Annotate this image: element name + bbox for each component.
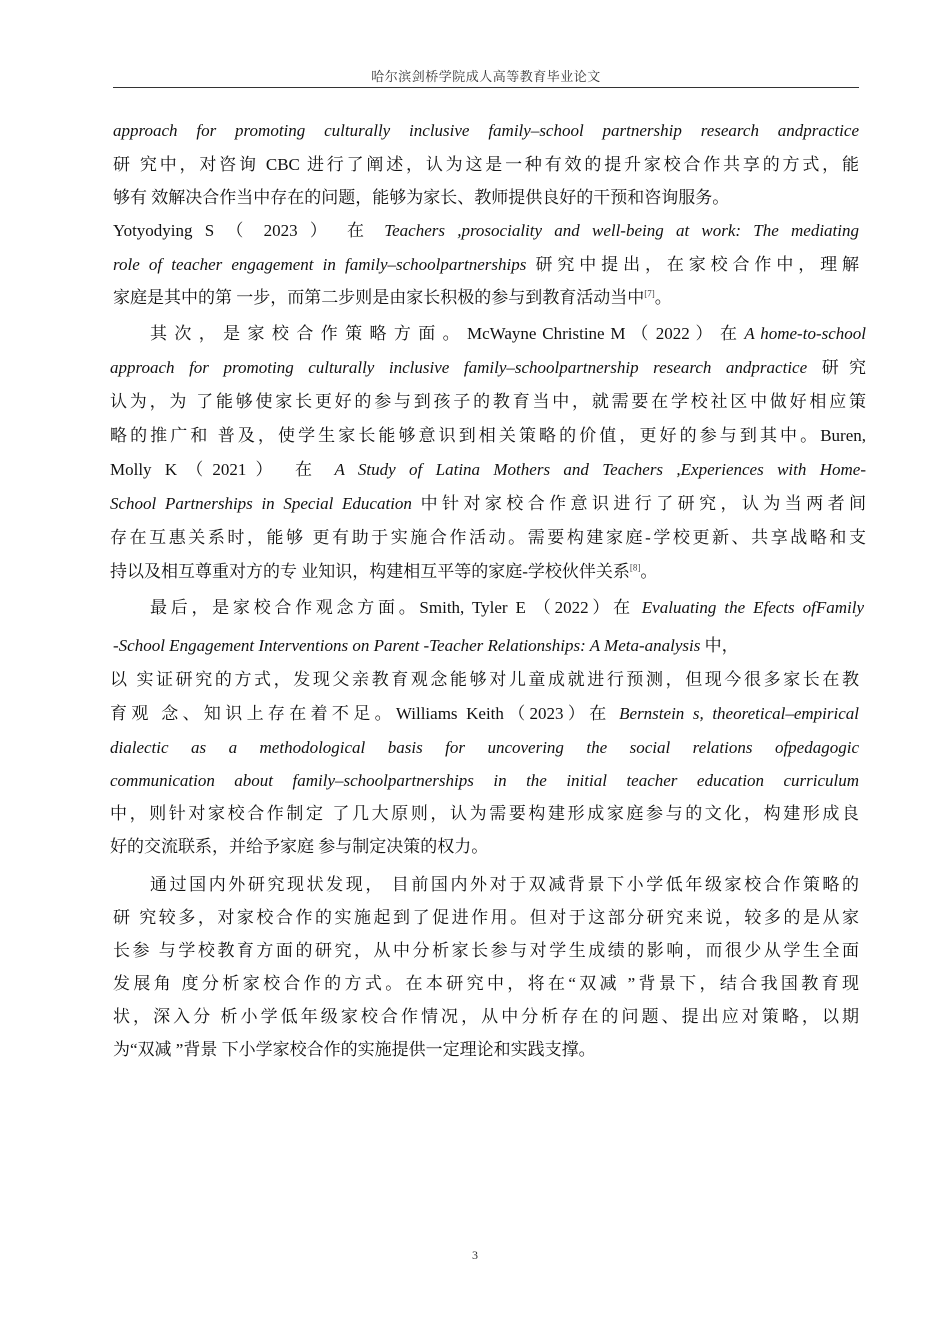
text-span: 认为，为 了能够使家长更好的参与到孩子的教育当中，就需要在学校社区中做好相应策 <box>110 392 866 411</box>
text-line <box>110 493 866 515</box>
reference-title: approach for promoting culturally inclusive family–school partnership research andpractice <box>113 121 859 140</box>
text-span: 好的交流联系，并给予家庭 参与制定决策的权力。 <box>110 837 489 856</box>
text-span: 研究 <box>807 358 867 377</box>
text-span: 研 究中，对咨询 CBC 进行了阐述，认为这是一种有效的提升家校合作共享的方式，能 <box>113 155 859 174</box>
header-divider <box>113 87 859 88</box>
text-line <box>110 737 859 759</box>
text-line <box>113 154 859 176</box>
text-span: 中，则针对家校合作制定 了几大原则，认为需要构建形成家庭参与的文化，构建形成良 <box>110 804 859 823</box>
text-span: 中针对家校合作意识进行了研究，认为当两者间 <box>411 494 867 513</box>
text-line <box>110 391 866 413</box>
text-line <box>110 459 866 481</box>
text-span: 。 <box>654 288 672 307</box>
text-line <box>113 254 859 276</box>
text-span: 长参 与学校教育方面的研究，从中分析家长参与对学生成绩的影响，而很少从学生全面 <box>113 941 859 960</box>
text-span: 家庭是其中的第 一步，而第二步则是由家长积极的参与到教育活动当中 <box>113 288 645 307</box>
text-line <box>113 1039 859 1061</box>
text-line <box>110 770 859 792</box>
text-line <box>110 836 859 858</box>
text-span: 育观 念、知识上存在着不足。Williams Keith（2023）在 <box>110 704 620 723</box>
text-line <box>110 357 866 379</box>
page-number: 3 <box>472 1248 478 1262</box>
reference-title: A home-to-school <box>744 324 866 343</box>
text-span: 持以及相互尊重对方的专 业知识，构建相互平等的家庭-学校伙伴关系 <box>110 562 630 581</box>
citation-ref: [7] <box>644 288 655 299</box>
reference-title: Bernstein s, theoretical–empirical <box>619 704 859 723</box>
text-line <box>113 973 859 995</box>
text-span: 略的推广和 普及，使学生家长能够意识到相关策略的价值，更好的参与到其中。Buren, <box>110 426 866 445</box>
reference-title: Evaluating the Efects ofFamily <box>641 598 865 617</box>
text-line <box>113 907 859 929</box>
reference-title: School Partnerships in Special Education <box>110 494 412 513</box>
text-line <box>110 803 859 825</box>
text-span: 通过国内外研究现状发现， 目前国内外对于双减背景下小学低年级家校合作策略的 <box>150 875 859 894</box>
reference-title: -School Engagement Interventions on Parent -Teacher Relationships: A Meta-analysis <box>113 636 701 655</box>
text-line <box>113 120 859 142</box>
text-span: 研究中提出，在家校合作中，理解 <box>526 255 859 274</box>
text-span: 其 次 ， 是 家 校 合 作 策 略 方 面 。 McWayne Christine M （ 2022 ） 在 <box>150 324 745 343</box>
text-span: 以 实证研究的方式，发现父亲教育观念能够对儿童成就进行预测，但现今很多家长在教 <box>110 670 859 689</box>
text-span: 为“双减 ”背景 下小学家校合作的实施提供一定理论和实践支撑。 <box>113 1040 596 1059</box>
text-span: 状，深入分 析小学低年级家校合作情况，从中分析存在的问题、提出应对策略，以期 <box>113 1007 859 1026</box>
text-line <box>110 527 866 549</box>
text-span: 中， <box>700 636 739 655</box>
text-line <box>113 220 859 242</box>
text-line <box>150 597 864 619</box>
reference-title: communication about family–schoolpartnerships in the initial teacher education curriculum <box>110 771 859 790</box>
text-span: 存在互惠关系时，能够 更有助于实施合作活动。需要构建家庭-学校更新、共享战略和支 <box>110 528 866 547</box>
text-span: 研 究较多，对家校合作的实施起到了促进作用。但对于这部分研究来说，较多的是从家 <box>113 908 859 927</box>
text-line <box>113 940 859 962</box>
reference-title: Teachers ,prosociality and well-being at work: The mediating <box>384 221 859 240</box>
header-title: 哈尔滨剑桥学院成人高等教育毕业论文 <box>371 69 601 84</box>
text-span: Yotyodying S （ 2023 ） 在 <box>113 221 385 240</box>
reference-title: A Study of Latina Mothers and Teachers ,Experiences with Home- <box>334 460 866 479</box>
text-line <box>150 874 859 896</box>
text-span: Molly K（2021） 在 <box>110 460 335 479</box>
text-span: 最后，是家校合作观念方面。Smith, Tyler E （2022）在 <box>150 598 642 617</box>
reference-title: role of teacher engagement in family–schoolpartnerships <box>113 255 527 274</box>
text-span: 够有 效解决合作当中存在的问题，能够为家长、教师提供良好的干预和咨询服务。 <box>113 188 730 207</box>
text-span: 。 <box>640 562 658 581</box>
text-line <box>110 425 866 447</box>
text-line <box>110 561 866 583</box>
text-line <box>113 1006 859 1028</box>
text-line <box>113 635 859 657</box>
text-line <box>150 323 866 345</box>
citation-ref: [8] <box>629 562 641 573</box>
text-line <box>110 669 859 691</box>
reference-title: dialectic as a methodological basis for uncovering the social relations ofpedagogic <box>110 738 859 757</box>
reference-title: approach for promoting culturally inclusive family–schoolpartnership research andpractice <box>110 358 808 377</box>
text-line <box>113 287 859 309</box>
text-span: 发展角 度分析家校合作的方式。在本研究中，将在“双减 ”背景下，结合我国教育现 <box>113 974 859 993</box>
text-line <box>113 187 859 209</box>
text-line <box>110 703 859 725</box>
